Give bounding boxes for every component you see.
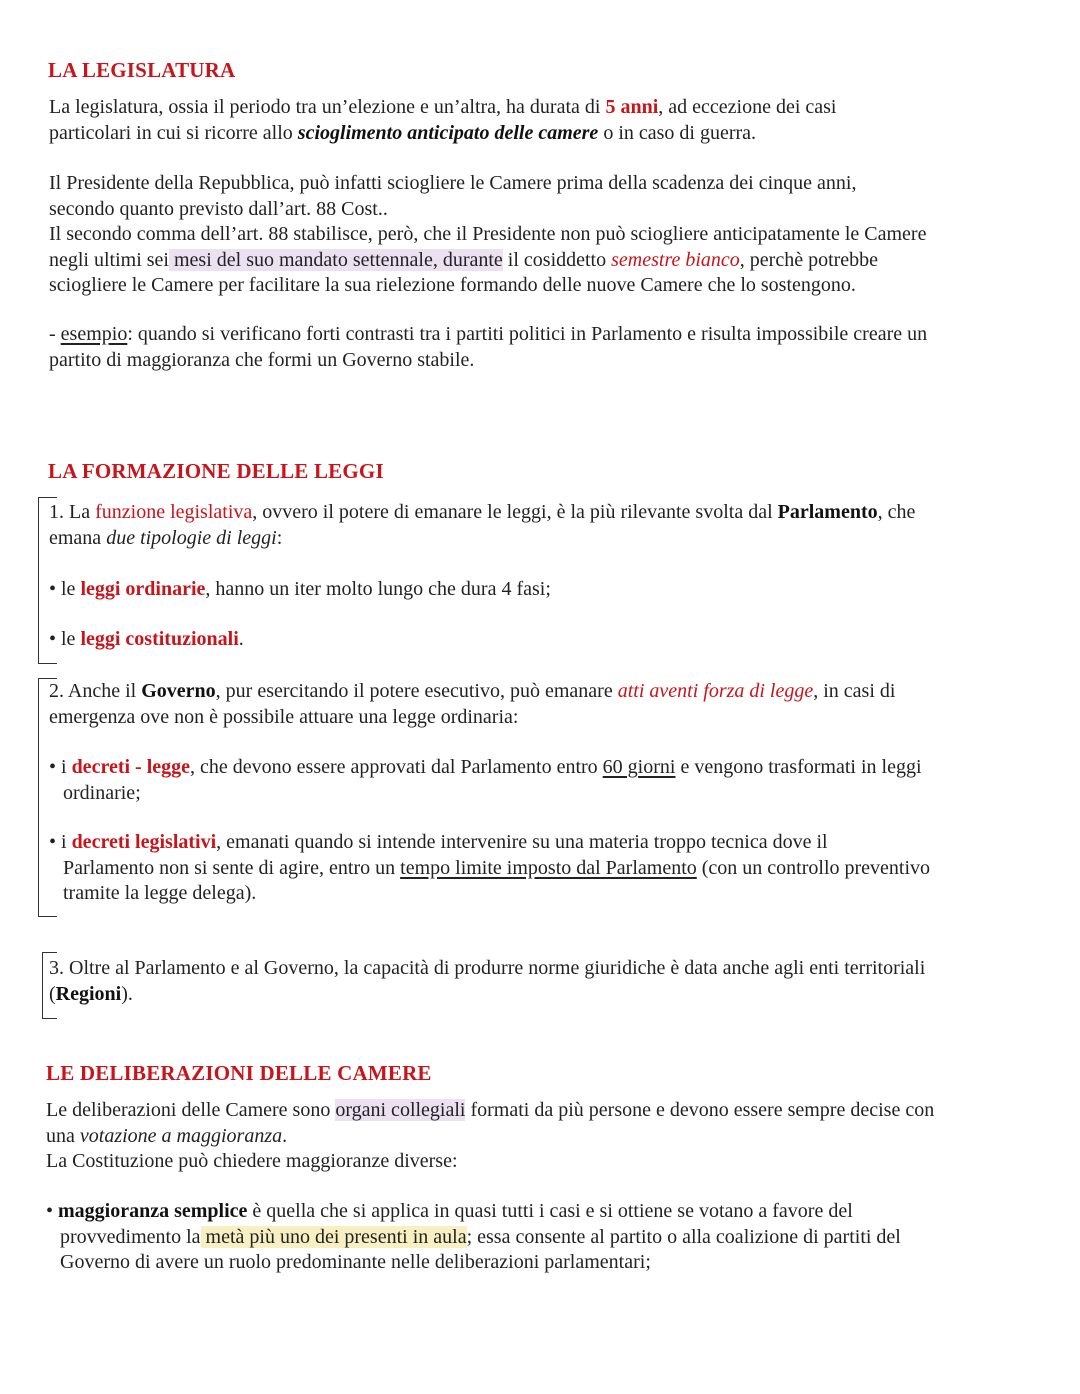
- bullet-decreti-legislativi: [49, 830, 930, 907]
- bullet-leggi-ordinarie: [49, 577, 551, 603]
- text: Il secondo comma dell’art. 88 stabilisce, però, che il Presidente non può sciogliere anticipatamente le Camere: [49, 223, 927, 245]
- bullet-leggi-costituzionali: [49, 627, 244, 653]
- text: Le deliberazioni delle Camere sono: [46, 1099, 336, 1121]
- text: .: [238, 628, 244, 650]
- section-title-deliberazioni: LE DELIBERAZIONI DELLE CAMERE: [46, 1061, 432, 1085]
- text: Governo di avere un ruolo predominante nelle deliberazioni parlamentari;: [60, 1251, 651, 1273]
- paragraph-deliberazioni: [46, 1098, 934, 1175]
- highlight-term: funzione legislativa: [95, 501, 253, 523]
- highlighted-text: metà più uno dei presenti in aula: [200, 1225, 467, 1248]
- text: 1. La: [49, 501, 96, 523]
- highlight-term: 5 anni: [605, 96, 659, 118]
- text: • i: [49, 831, 72, 853]
- text: -: [49, 323, 61, 345]
- text: sciogliere le Camere per facilitare la sua rielezione formando delle nuove Camere che lo sostengono.: [49, 274, 856, 296]
- text: , in casi di: [813, 680, 896, 702]
- highlight-term: decreti legislativi: [71, 831, 217, 853]
- text: è quella che si applica in quasi tutti i casi e si ottiene se votano a favore del: [247, 1200, 853, 1222]
- text: provvedimento la: [60, 1225, 201, 1248]
- text: 2. Anche il: [49, 680, 142, 702]
- text: , hanno un iter molto lungo che dura 4 fasi;: [205, 578, 551, 600]
- bold-term: Parlamento: [777, 501, 878, 523]
- bullet-maggioranza-semplice: [46, 1199, 901, 1276]
- bold-term: maggioranza semplice: [58, 1200, 248, 1222]
- paragraph-legislatura-durata: [49, 95, 837, 146]
- text: particolari in cui si ricorre allo: [49, 121, 298, 144]
- section-title-legislatura: LA LEGISLATURA: [48, 58, 236, 82]
- italic-term: due tipologie di leggi: [106, 526, 277, 549]
- highlighted-text: mesi del suo mandato settennale, durante: [169, 248, 503, 271]
- text: il cosiddetto: [502, 248, 612, 271]
- text: , che: [877, 501, 916, 523]
- text: , che devono essere approvati dal Parlamento entro: [190, 756, 603, 778]
- text: secondo quanto previsto dall’art. 88 Cost..: [49, 197, 388, 220]
- item-2: [49, 679, 895, 730]
- paragraph-presidente: [49, 171, 926, 299]
- text: o in caso di guerra.: [598, 121, 757, 144]
- text: , ovvero il potere di emanare le leggi, è la più rilevante svolta dal: [252, 501, 778, 523]
- text: • le: [49, 578, 81, 600]
- text: tramite la legge delega).: [63, 882, 257, 904]
- text: La legislatura, ossia il periodo tra un’elezione e un’altra, ha durata di: [49, 96, 606, 118]
- item-1: [49, 500, 915, 551]
- text: ordinarie;: [63, 781, 141, 804]
- highlight-term: atti aventi forza di legge: [617, 680, 814, 702]
- section-title-formazione-leggi: LA FORMAZIONE DELLE LEGGI: [48, 459, 384, 483]
- text: (con un controllo preventivo: [696, 856, 931, 879]
- text: ; essa consente al partito o alla coalizione di partiti del: [466, 1225, 901, 1248]
- text: Parlamento non si sente di agire, entro un: [63, 856, 401, 879]
- text: , emanati quando si intende intervenire su una materia troppo tecnica dove il: [216, 831, 828, 853]
- underlined-text: esempio: [60, 323, 128, 345]
- highlight-term: leggi costituzionali: [80, 628, 239, 650]
- text: Il Presidente della Repubblica, può infatti sciogliere le Camere prima della scadenza dei cinque anni,: [49, 172, 857, 194]
- text: • i: [49, 756, 72, 778]
- text: partito di maggioranza che formi un Governo stabile.: [49, 348, 475, 371]
- text: ).: [121, 982, 133, 1005]
- text: :: [276, 526, 283, 549]
- italic-term: votazione a maggioranza: [79, 1124, 283, 1147]
- text: negli ultimi sei: [49, 248, 169, 271]
- text: una: [46, 1124, 80, 1147]
- highlighted-text: organi collegiali: [335, 1099, 466, 1121]
- text: , perchè potrebbe: [739, 248, 879, 271]
- text: .: [282, 1124, 288, 1147]
- text: •: [46, 1200, 59, 1222]
- highlight-term: decreti - legge: [71, 756, 191, 778]
- text: : quando si verificano forti contrasti tra i partiti politici in Parlamento e risulta impossibile creare un: [127, 323, 928, 345]
- text: , ad eccezione dei casi: [658, 96, 837, 118]
- highlight-term: leggi ordinarie: [80, 578, 206, 600]
- bold-term: Governo: [141, 680, 216, 702]
- text: 3. Oltre al Parlamento e al Governo, la capacità di produrre norme giuridiche è data anche agli enti territoriali: [49, 957, 926, 979]
- text: formati da più persone e devono essere sempre decise con: [465, 1099, 935, 1121]
- bullet-decreti-legge: [49, 755, 922, 806]
- underlined-text: 60 giorni: [602, 756, 676, 778]
- bold-term: Regioni: [55, 982, 122, 1005]
- highlight-term: semestre bianco: [611, 248, 740, 271]
- emphasis-term: scioglimento anticipato delle camere: [297, 121, 599, 144]
- text: • le: [49, 628, 81, 650]
- paragraph-esempio: [49, 322, 927, 373]
- text: (: [49, 982, 56, 1005]
- item-3: [49, 956, 925, 1007]
- text: emana: [49, 526, 107, 549]
- text: emergenza ove non è possibile attuare una legge ordinaria:: [49, 705, 519, 728]
- underlined-text: tempo limite imposto dal Parlamento: [400, 856, 697, 879]
- text: La Costituzione può chiedere maggioranze diverse:: [46, 1150, 458, 1172]
- text: e vengono trasformati in leggi: [675, 756, 922, 778]
- text: , pur esercitando il potere esecutivo, può emanare: [215, 680, 618, 702]
